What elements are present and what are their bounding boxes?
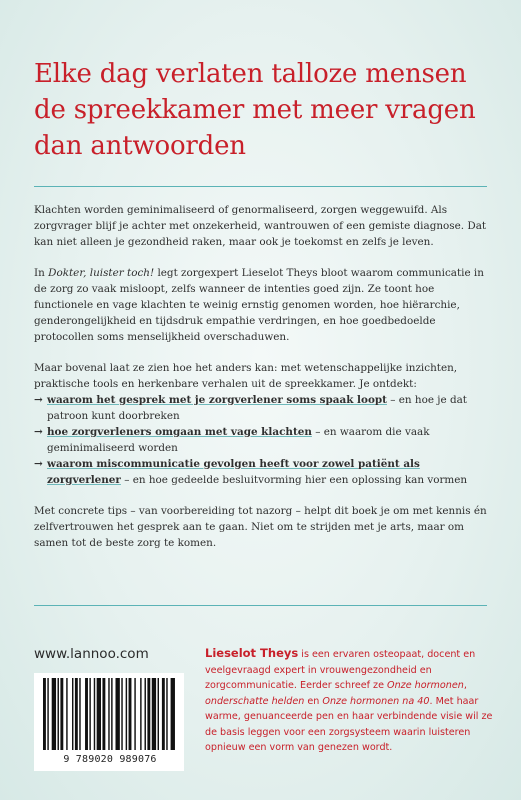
barcode-bar <box>102 678 105 750</box>
barcode-bar <box>72 678 73 750</box>
publisher-url[interactable]: www.lannoo.com <box>34 646 149 662</box>
bullet-list <box>34 392 492 488</box>
barcode-bar <box>47 678 48 750</box>
barcode-bar <box>166 678 167 750</box>
barcode-bar <box>158 678 159 750</box>
barcode-bar <box>60 678 63 750</box>
bullet-item <box>34 456 492 488</box>
book-ref: onderschatte helden <box>205 695 305 707</box>
summary-paragraph <box>34 265 492 345</box>
blurb <box>34 202 492 566</box>
barcode-bar <box>97 678 101 750</box>
summary-pre: In <box>34 267 49 279</box>
top-divider <box>34 186 487 187</box>
isbn-number: 9 789020 989076 <box>63 754 157 765</box>
bullet-bold: hoe zorgverleners omgaan met vage klachten <box>47 426 312 438</box>
bullet-bold: waarom miscommunicatie gevolgen heeft voor zowel patiënt als zorgverlener <box>47 458 420 486</box>
barcode-bar <box>108 678 109 750</box>
bottom-divider <box>34 605 487 606</box>
arrow-icon: → <box>34 458 43 470</box>
bullet-text <box>47 424 492 456</box>
barcode-bar <box>75 678 78 750</box>
barcode-bar <box>121 678 122 750</box>
bullet-bold: waarom het gesprek met je zorgverlener soms spaak loopt <box>47 394 387 406</box>
barcode-bar <box>89 678 90 750</box>
barcode-bar <box>147 678 150 750</box>
barcode-bar <box>134 678 135 750</box>
barcode-bar <box>116 678 120 750</box>
barcode-bar <box>79 678 80 750</box>
barcode-bar <box>43 678 46 750</box>
intro-paragraph: Klachten worden geminimaliseerd of genormaliseerd, zorgen weggewuifd. Als zorgvrager blijf je achter met onzekerheid, wantrouwen of een gemiste diagnose. Dat kan niet alleen je gezondheid raken, maar ook je toekomst en zelfs je leven. <box>34 204 487 248</box>
barcode-bar <box>145 678 146 750</box>
isbn-barcode <box>34 673 184 771</box>
bullet-rest: – en hoe je dat patroon kunt doorbreken <box>47 394 467 422</box>
bullet-item <box>34 424 492 456</box>
barcode-bars <box>37 676 181 752</box>
bio-text: . Met haar warme, genuanceerde pen en haar verbindende visie wil ze de basis leggen voor een zorgsysteem waarin luisteren opnieuw een vorm van genezen wordt. <box>205 695 493 753</box>
book-ref: Onze hormonen na 40 <box>322 695 430 707</box>
bio-text: is een ervaren osteopaat, docent en veelgevraagd expert in vrouwengezondheid en zorgcommunicatie. Eerder schreef ze <box>205 649 476 691</box>
approach-text: Maar bovenal laat ze zien hoe het anders kan: met wetenschappelijke inzichten, praktische tools en herkenbare verhalen uit de spreekkamer. Je ontdekt: <box>34 362 458 390</box>
author-bio <box>205 646 499 756</box>
barcode-bar <box>94 678 95 750</box>
barcode-bar <box>140 678 141 750</box>
barcode-bar <box>162 678 165 750</box>
bullet-text <box>47 456 492 488</box>
author-name: Lieselot Theys <box>205 646 299 660</box>
barcode-bar <box>126 678 127 750</box>
approach-paragraph <box>34 360 492 392</box>
closing-paragraph: Met concrete tips – van voorbereiding tot nazorg – helpt dit boek je om met kennis én zelfvertrouwen het gesprek aan te gaan. Niet om te strijden met je arts, maar om samen tot de beste zorg te komen. <box>34 505 487 549</box>
bullet-item <box>34 392 492 424</box>
barcode-bar <box>52 678 56 750</box>
arrow-icon: → <box>34 426 43 438</box>
bio-text: , <box>463 680 467 691</box>
bullet-text <box>47 392 492 424</box>
bullet-rest: – en hoe gedeelde besluitvorming hier een oplossing kan vormen <box>120 474 468 486</box>
book-ref: Onze hormonen <box>387 680 464 691</box>
barcode-bar <box>111 678 112 750</box>
barcode-bar <box>129 678 132 750</box>
barcode-bar <box>58 678 59 750</box>
book-title: Dokter, luister toch! <box>48 267 155 279</box>
bullet-rest: – en waarom die vaak geminimaliseerd worden <box>47 426 430 454</box>
bio-text: en <box>304 695 323 707</box>
headline: Elke dag verlaten talloze mensen de spreekkamer met meer vragen dan antwoorden <box>34 59 476 161</box>
barcode-bar <box>66 678 67 750</box>
arrow-icon: → <box>34 394 43 406</box>
barcode-bar <box>85 678 88 750</box>
barcode-bar <box>152 678 156 750</box>
summary-text: legt zorgexpert Lieselot Theys bloot waarom communicatie in de zorg zo vaak misloopt, zelfs wanneer de intenties goed zijn. Ze toont hoe functionele en vage klachten te weinig ernstig genomen worden, hoe hiërarchie, genderongelijkheid en tijdsdruk empathie verdringen, en hoe goedbedoelde protocollen soms menselijkheid overschaduwen. <box>34 267 484 343</box>
barcode-bar <box>171 678 175 750</box>
